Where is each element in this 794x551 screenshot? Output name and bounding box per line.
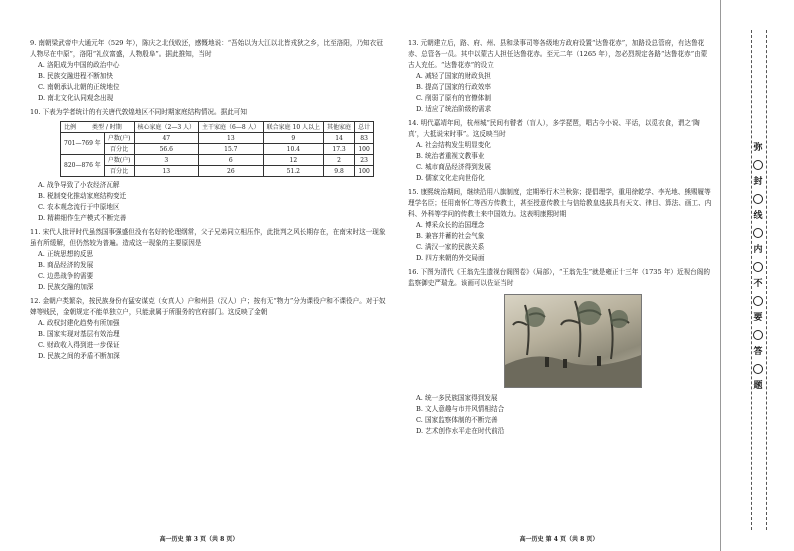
family-structure-table xyxy=(60,121,374,177)
table-cell: 10.4 xyxy=(263,144,323,155)
table-row xyxy=(61,155,374,166)
option-b[interactable]: B. 商品经济的发展 xyxy=(38,261,94,269)
question-stem: 12. 金朝户类繁杂，按民族身份有猛安谋克（女真人）户和州县（汉人）户；按有无“物力”分为课役户和不课役户。对于奴婢等贱民，金朝规定不能单独立户，只能隶属于所服务的官府部门。这反映了金朝 xyxy=(30,297,386,316)
question-10 xyxy=(30,107,388,224)
page-footer: 高一历史 第 3 页（共 8 页） xyxy=(159,536,239,543)
question-stem: 11. 宋代人批评时代虽然国事强盛但没有名好的伦理纲常，父子兄弟同立相压作，此批判之风长期存在，在南宋时这一现象虽有所缓解，但仍然较为普遍。造成这一现象的主要原因是 xyxy=(30,228,386,247)
option-b[interactable]: B. 文人意趣与市井风情相结合 xyxy=(416,405,505,413)
table-header: 其他家庭 xyxy=(324,122,355,133)
option-c[interactable]: C. 城市商品经济得到发展 xyxy=(416,163,491,171)
table-cell: 13 xyxy=(199,133,264,144)
painting-icon xyxy=(505,295,641,387)
page-footer: 高一历史 第 4 页（共 8 页） xyxy=(519,536,599,543)
table-cell: 9 xyxy=(263,133,323,144)
seal-circle-icon xyxy=(753,194,763,204)
option-a[interactable]: A. 正统思想的反思 xyxy=(38,250,94,258)
seal-char: 要 xyxy=(753,313,763,323)
table-row xyxy=(61,166,374,177)
table-header: 总计 xyxy=(355,122,374,133)
table-cell: 26 xyxy=(199,166,264,177)
option-a[interactable]: A. 博采众长的治国理念 xyxy=(416,221,485,229)
option-c[interactable]: C. 国家监察体制的不断完善 xyxy=(416,416,498,424)
table-header: 主干家庭（6—8 人） xyxy=(199,122,264,133)
option-d[interactable]: D. 艺术创作水平走在时代前沿 xyxy=(416,427,505,435)
row-type: 百分比 xyxy=(104,166,134,177)
option-b[interactable]: B. 税制变化推动家庭结构变迁 xyxy=(38,192,127,200)
binding-margin xyxy=(720,0,794,551)
table-cell: 14 xyxy=(324,133,355,144)
row-type: 百分比 xyxy=(104,144,134,155)
option-d[interactable]: D. 儒家文化走向世俗化 xyxy=(416,174,485,182)
option-b[interactable]: B. 提高了国家的行政效率 xyxy=(416,83,491,91)
option-c[interactable]: C. 南朝承认北朝的正统地位 xyxy=(38,83,120,91)
table-header: 核心家庭（2—3 人） xyxy=(134,122,199,133)
option-a[interactable]: A. 减轻了国家的财政负担 xyxy=(416,72,491,80)
option-a[interactable]: A. 政权封建化趋势有所加强 xyxy=(38,319,120,327)
right-column xyxy=(408,38,712,437)
option-d[interactable]: D. 适应了统治阶级的需求 xyxy=(416,105,492,113)
option-b[interactable]: B. 兼容并蓄的社会气象 xyxy=(416,232,485,240)
question-13 xyxy=(408,38,712,115)
option-c[interactable]: C. 满汉一家的民族关系 xyxy=(416,243,485,251)
question-16 xyxy=(408,267,712,437)
option-a[interactable]: A. 社会结构发生明显变化 xyxy=(416,141,491,149)
option-c[interactable]: C. 边患战争的需要 xyxy=(38,272,94,280)
row-type: 户数(户) xyxy=(104,155,134,166)
option-d[interactable]: D. 四方来朝的外交局面 xyxy=(416,254,485,262)
corner-label: 比例 xyxy=(64,123,77,131)
question-15 xyxy=(408,187,712,264)
option-a[interactable]: A. 洛阳成为中国的政治中心 xyxy=(38,61,120,69)
period-label: 701—769 年 xyxy=(61,133,105,155)
seal-circle-icon xyxy=(753,228,763,238)
table-cell: 100 xyxy=(355,166,374,177)
option-c[interactable]: C. 财政收入得到进一步保证 xyxy=(38,341,120,349)
table-cell: 17.3 xyxy=(324,144,355,155)
option-d[interactable]: D. 民族之间的矛盾不断加深 xyxy=(38,352,120,360)
table-cell: 47 xyxy=(134,133,199,144)
seal-char: 弥 xyxy=(753,143,763,153)
question-9 xyxy=(30,38,388,104)
seal-circle-icon xyxy=(753,296,763,306)
table-cell: 56.6 xyxy=(134,144,199,155)
question-stem: 10. 下表为学者统计的有关唐代敦煌地区不同时期家庭结构情况。据此可知 xyxy=(30,108,247,116)
table-row xyxy=(61,133,374,144)
corner-label: 时期 xyxy=(109,123,122,131)
period-label: 820—876 年 xyxy=(61,155,105,177)
corner-label: 类型 xyxy=(91,123,104,131)
option-d[interactable]: D. 南北文化认同观念出现 xyxy=(38,94,114,102)
table-cell: 9.8 xyxy=(324,166,355,177)
seal-circle-icon xyxy=(753,330,763,340)
option-a[interactable]: A. 战争导致了小农经济瓦解 xyxy=(38,181,120,189)
option-c[interactable]: C. 削弱了原有的官僚体制 xyxy=(416,94,491,102)
table-cell: 83 xyxy=(355,133,374,144)
row-type: 户数(户) xyxy=(104,133,134,144)
seal-circle-icon xyxy=(753,364,763,374)
seal-circle-icon xyxy=(753,262,763,272)
table-cell: 51.2 xyxy=(263,166,323,177)
question-stem: 14. 明代嘉靖年间，杭州城“民间有瞽者（盲人），多学琵琶，唱古今小说、平话，以觅衣食，谓之‘陶真’，大抵说宋时事”。这反映当时 xyxy=(408,119,700,138)
table-cell: 3 xyxy=(134,155,199,166)
question-stem: 15. 康熙统治期间，继续沿用八旗制度，定期举行木兰秋狝；提倡理学，重用徐乾学、李光地、熊赐履等理学名臣；任用南怀仁等西方传教士，甚至授意传教士与信给教皇选拔具有天文、律目、算法、画工、内科、外科等学问的传教士来中国效力。这表明康熙时期 xyxy=(408,188,712,218)
option-d[interactable]: D. 民族交融的加深 xyxy=(38,283,94,291)
seal-char: 不 xyxy=(753,279,763,289)
option-b[interactable]: B. 民族交融进程不断加快 xyxy=(38,72,113,80)
table-cell: 12 xyxy=(263,155,323,166)
table-cell: 2 xyxy=(324,155,355,166)
table-cell: 6 xyxy=(199,155,264,166)
table-cell: 15.7 xyxy=(199,144,264,155)
table-header: 联合家庭 10 人以上 xyxy=(263,122,323,133)
table-cell: 13 xyxy=(134,166,199,177)
seal-char: 内 xyxy=(753,245,763,255)
table-corner: 比例 类型 / 时期 xyxy=(61,122,135,133)
question-stem: 13. 元朝建立后，路、府、州、县和录事司等各级地方政府设置“达鲁花赤”，加路设总管府，有达鲁花赤、总管各一员。其中以蒙古人担任达鲁花赤。至元二年（1265 年），忽必烈规定各路“达鲁花赤”由蒙古人充任。“达鲁花赤”的设立 xyxy=(408,39,708,69)
seal-line-text xyxy=(745,140,771,394)
left-column xyxy=(30,38,388,362)
question-11 xyxy=(30,227,388,293)
question-stem: 16. 下图为清代《王翁先生遗视台阁图卷》（局部），“王翁先生”就是雍正十三年（1735 年）近视台阁的监察御史严瑞龙。该画可以佐证当时 xyxy=(408,268,710,287)
option-b[interactable]: B. 国家实现对基层有效治理 xyxy=(38,330,120,338)
seal-char: 线 xyxy=(753,211,763,221)
table-cell: 23 xyxy=(355,155,374,166)
landscape-painting-image xyxy=(504,294,642,388)
right-page xyxy=(398,0,720,551)
option-a[interactable]: A. 统一多民族国家得到发展 xyxy=(416,394,498,402)
option-b[interactable]: B. 统治者重视文教事业 xyxy=(416,152,485,160)
seal-char: 答 xyxy=(753,347,763,357)
option-d[interactable]: D. 精耕细作生产模式不断完善 xyxy=(38,214,127,222)
seal-char: 题 xyxy=(753,381,763,391)
option-c[interactable]: C. 农本观念流行于中原地区 xyxy=(38,203,120,211)
question-14 xyxy=(408,118,712,184)
table-row xyxy=(61,144,374,155)
seal-circle-icon xyxy=(753,160,763,170)
question-12 xyxy=(30,296,388,362)
seal-char: 封 xyxy=(753,177,763,187)
table-cell: 100 xyxy=(355,144,374,155)
question-stem: 9. 南朝梁武帝中大通元年（529 年），陈庆之北伐败还，感慨地说：“吾始以为大江以北皆戎狄之乡，比至洛阳，乃知衣冠人物尽在中原”，洛阳“礼仪富盛，人物殷阜”。据此推知，当时 xyxy=(30,39,383,58)
